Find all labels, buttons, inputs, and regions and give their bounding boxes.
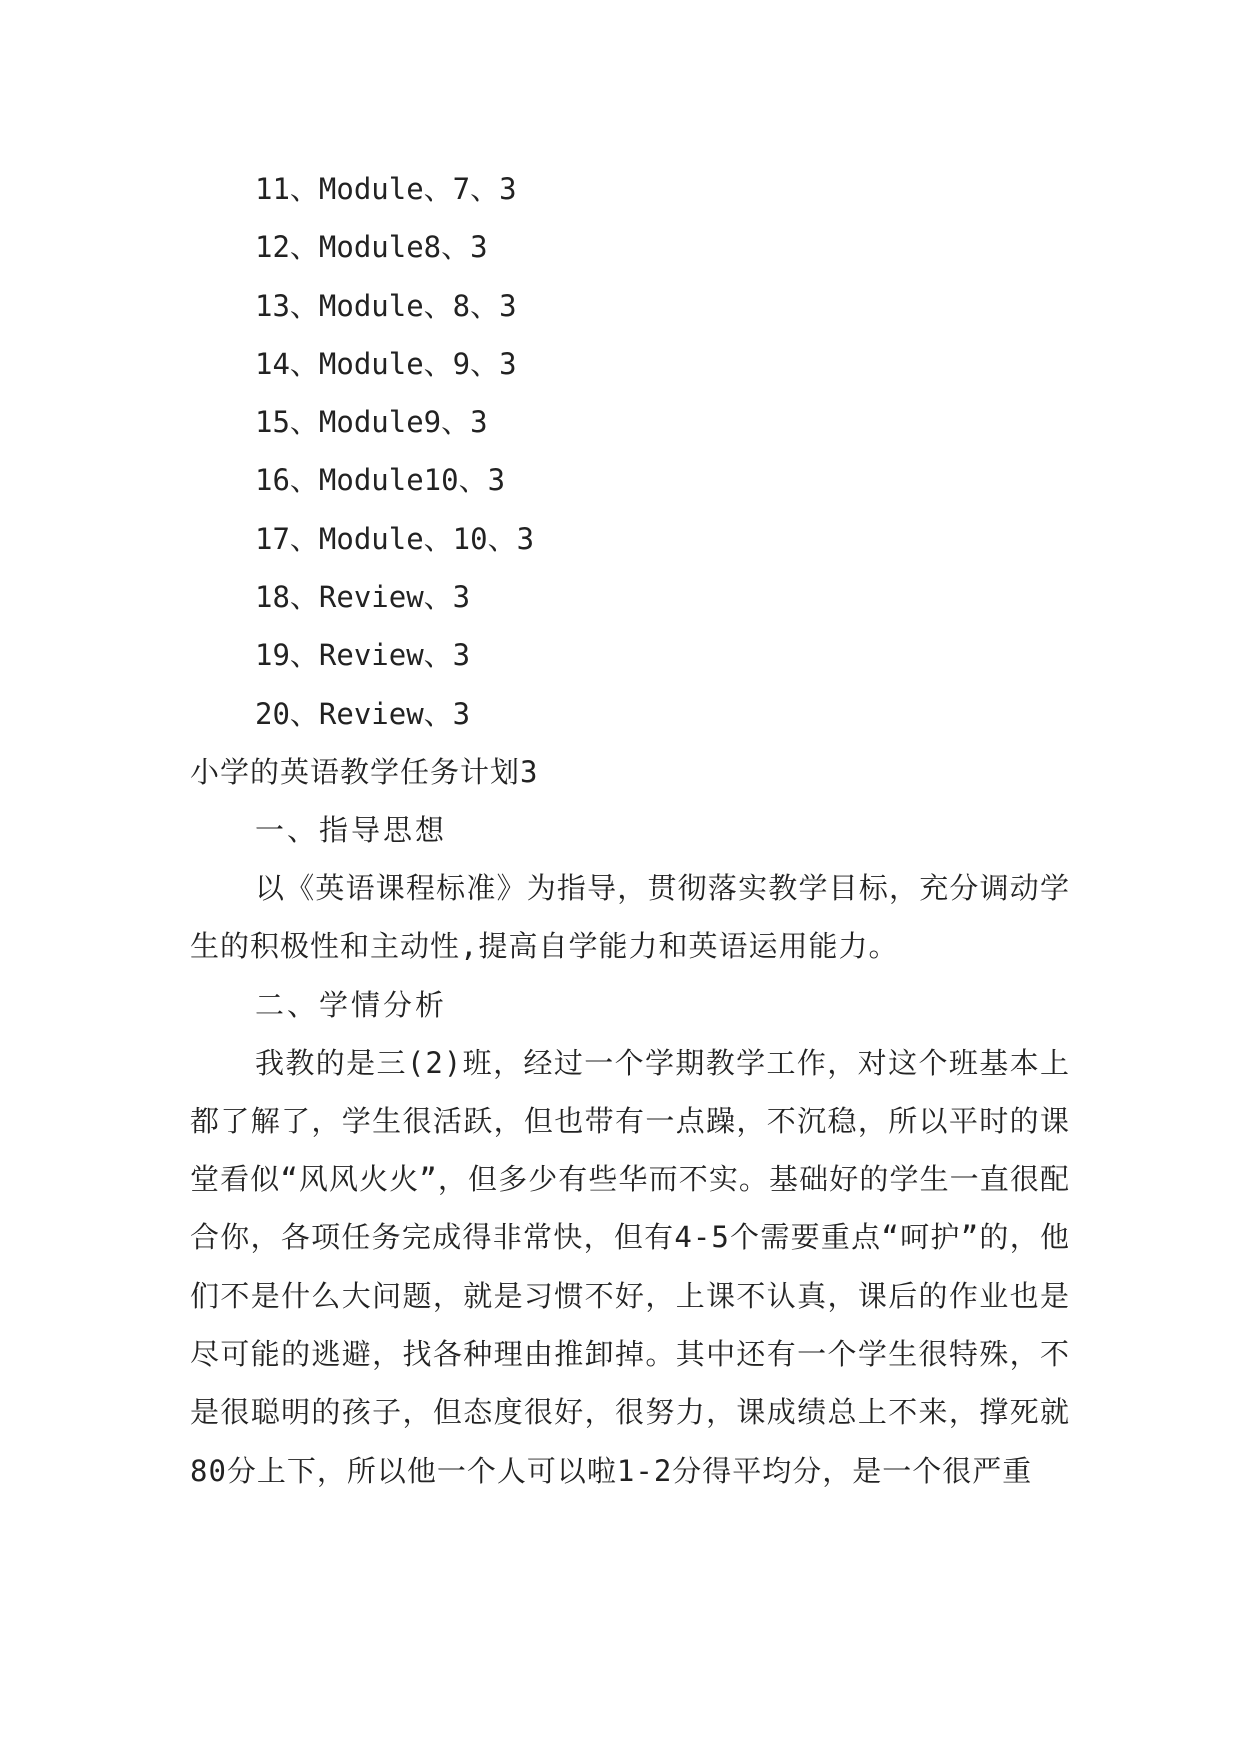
list-item: 13、Module、8、3 — [255, 288, 517, 323]
list-item: 20、Review、3 — [255, 696, 471, 731]
paragraph-guiding-ideology: 以《英语课程标准》为指导，贯彻落实教学目标，充分调动学生的积极性和主动性,提高自学能力和英语运用能力。 — [190, 870, 1070, 964]
list-item: 14、Module、9、3 — [255, 346, 517, 381]
list-item: 19、Review、3 — [255, 638, 471, 673]
heading-guiding-ideology: 一、指导思想 — [255, 812, 448, 847]
section-title: 小学的英语教学任务计划3 — [190, 754, 539, 789]
list-item: 18、Review、3 — [255, 580, 471, 615]
list-item: 15、Module9、3 — [255, 405, 488, 440]
lesson-list — [190, 160, 1070, 743]
list-item: 11、Module、7、3 — [255, 172, 517, 206]
heading-student-analysis: 二、学情分析 — [255, 987, 448, 1022]
list-item: 16、Module10、3 — [255, 463, 506, 498]
list-item: 12、Module8、3 — [255, 230, 488, 265]
document-body — [190, 160, 1070, 1500]
paragraph-student-analysis: 我教的是三(2)班，经过一个学期教学工作，对这个班基本上都了解了，学生很活跃，但也带有一点躁，不沉稳，所以平时的课堂看似“风风火火”，但多少有些华而不实。基础好的学生一直很配合你，各项任务完成得非常快，但有4-5个需要重点“呵护”的，他们不是什么大问题，就是习惯不好，上课不认真，课后的作业也是尽可能的逃避，找各种理由推卸掉。其中还有一个学生很特殊，不是很聪明的孩子，但态度很好，很努力，课成绩总上不来，撑死就80分上下，所以他一个人可以啦1-2分得平均分，是一个很严重 — [190, 1045, 1070, 1488]
list-item: 17、Module、10、3 — [255, 521, 535, 556]
